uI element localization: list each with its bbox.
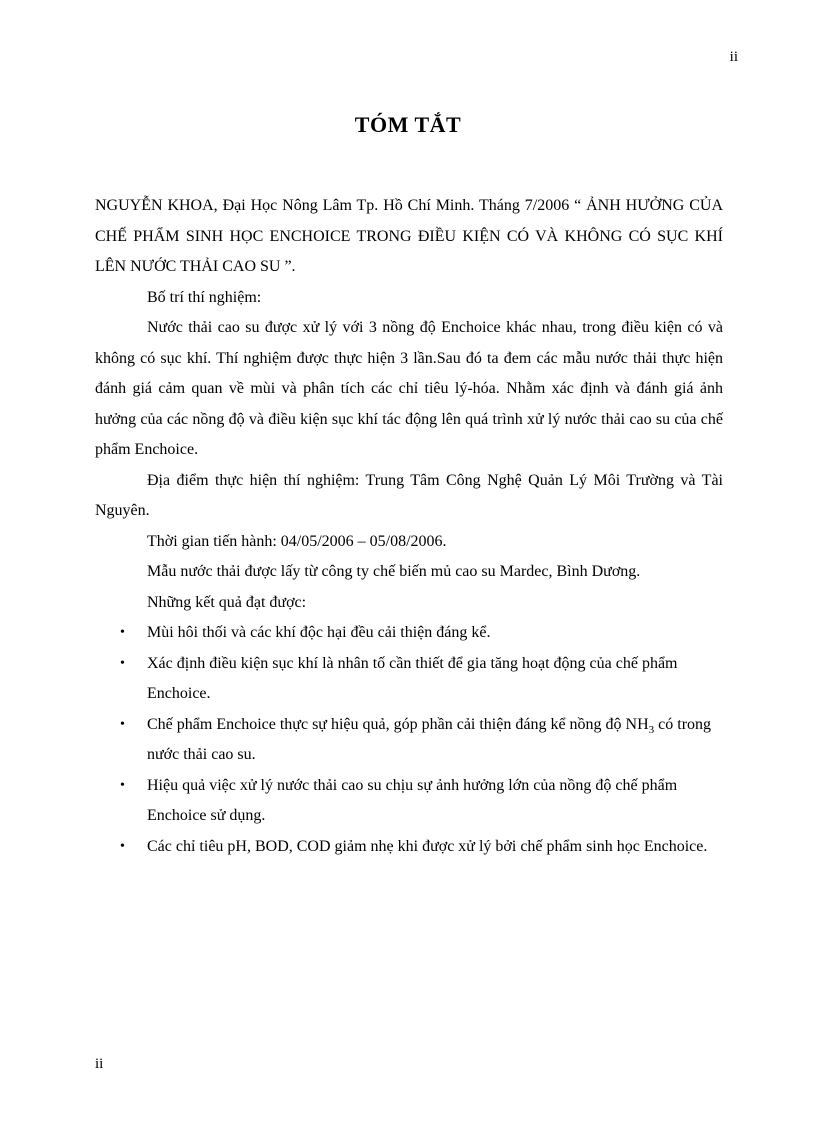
- results-heading: Những kết quả đạt được:: [147, 593, 307, 611]
- nh3-subscript: 3: [648, 723, 655, 736]
- page-number-bottom: ii: [95, 1056, 104, 1072]
- list-item: [95, 649, 723, 710]
- list-item: [95, 832, 723, 863]
- result-text: Hiệu quả việc xử lý nước thải cao su chịu sự ảnh hưởng lớn của nồng độ chế phẩm Enchoice sử dụng.: [147, 776, 678, 824]
- sample-paragraph: Mẫu nước thải được lấy từ công ty chế biến mủ cao su Mardec, Bình Dương.: [147, 563, 641, 580]
- setup-paragraph: Nước thải cao su được xử lý với 3 nồng độ Enchoice khác nhau, trong điều kiện có và không có sục khí. Thí nghiệm được thực hiện 3 lần.Sau đó ta đem các mẫu nước thải thực hiện đánh giá cảm quan về mùi và phân tích các chỉ tiêu lý-hóa. Nhằm xác định và đánh giá ảnh hưởng của các nồng độ và điều kiện sục khí tác động lên quá trình xử lý nước thải cao su của chế phẩm Enchoice.: [95, 319, 723, 458]
- result-text: Mùi hôi thối và các khí độc hại đều cải thiện đáng kể.: [147, 624, 491, 641]
- bullet-icon: •: [120, 716, 125, 732]
- bullet-icon: •: [120, 625, 125, 640]
- result-text: [147, 716, 711, 764]
- abstract-body: [95, 191, 723, 862]
- list-item: [95, 771, 723, 832]
- page-title: TÓM TẮT: [354, 112, 462, 137]
- bullet-icon: •: [120, 777, 125, 793]
- result-text: Các chỉ tiêu pH, BOD, COD giảm nhẹ khi được xử lý bởi chế phẩm sinh học Enchoice.: [147, 837, 708, 855]
- results-list: [95, 618, 723, 862]
- location-paragraph: Địa điểm thực hiện thí nghiệm: Trung Tâm Công Nghệ Quản Lý Môi Trường và Tài Nguyên.: [95, 471, 723, 519]
- result-text-before: Chế phẩm Enchoice thực sự hiệu quả, góp phần cải thiện đáng kể nồng độ NH: [147, 715, 649, 733]
- intro-paragraph: NGUYỄN KHOA, Đại Học Nông Lâm Tp. Hồ Chí Minh. Tháng 7/2006 “ ẢNH HƯỞNG CỦA CHẾ PHẨM SINH HỌC ENCHOICE TRONG ĐIỀU KIỆN CÓ VÀ KHÔNG CÓ SỤC KHÍ LÊN NƯỚC THẢI CAO SU ”.: [95, 197, 723, 275]
- list-item: [95, 710, 723, 771]
- list-item: [95, 618, 723, 649]
- result-text: Xác định điều kiện sục khí là nhân tố cần thiết để gia tăng hoạt động của chế phẩm Enchoice.: [147, 654, 678, 702]
- bullet-icon: •: [120, 838, 125, 854]
- bullet-icon: •: [120, 655, 125, 671]
- result-text-after: có trong nước thải cao su.: [147, 715, 712, 763]
- setup-heading: Bố trí thí nghiệm:: [147, 288, 262, 306]
- time-paragraph: Thời gian tiến hành: 04/05/2006 – 05/08/2006.: [147, 532, 447, 550]
- page-number-top: ii: [729, 49, 738, 65]
